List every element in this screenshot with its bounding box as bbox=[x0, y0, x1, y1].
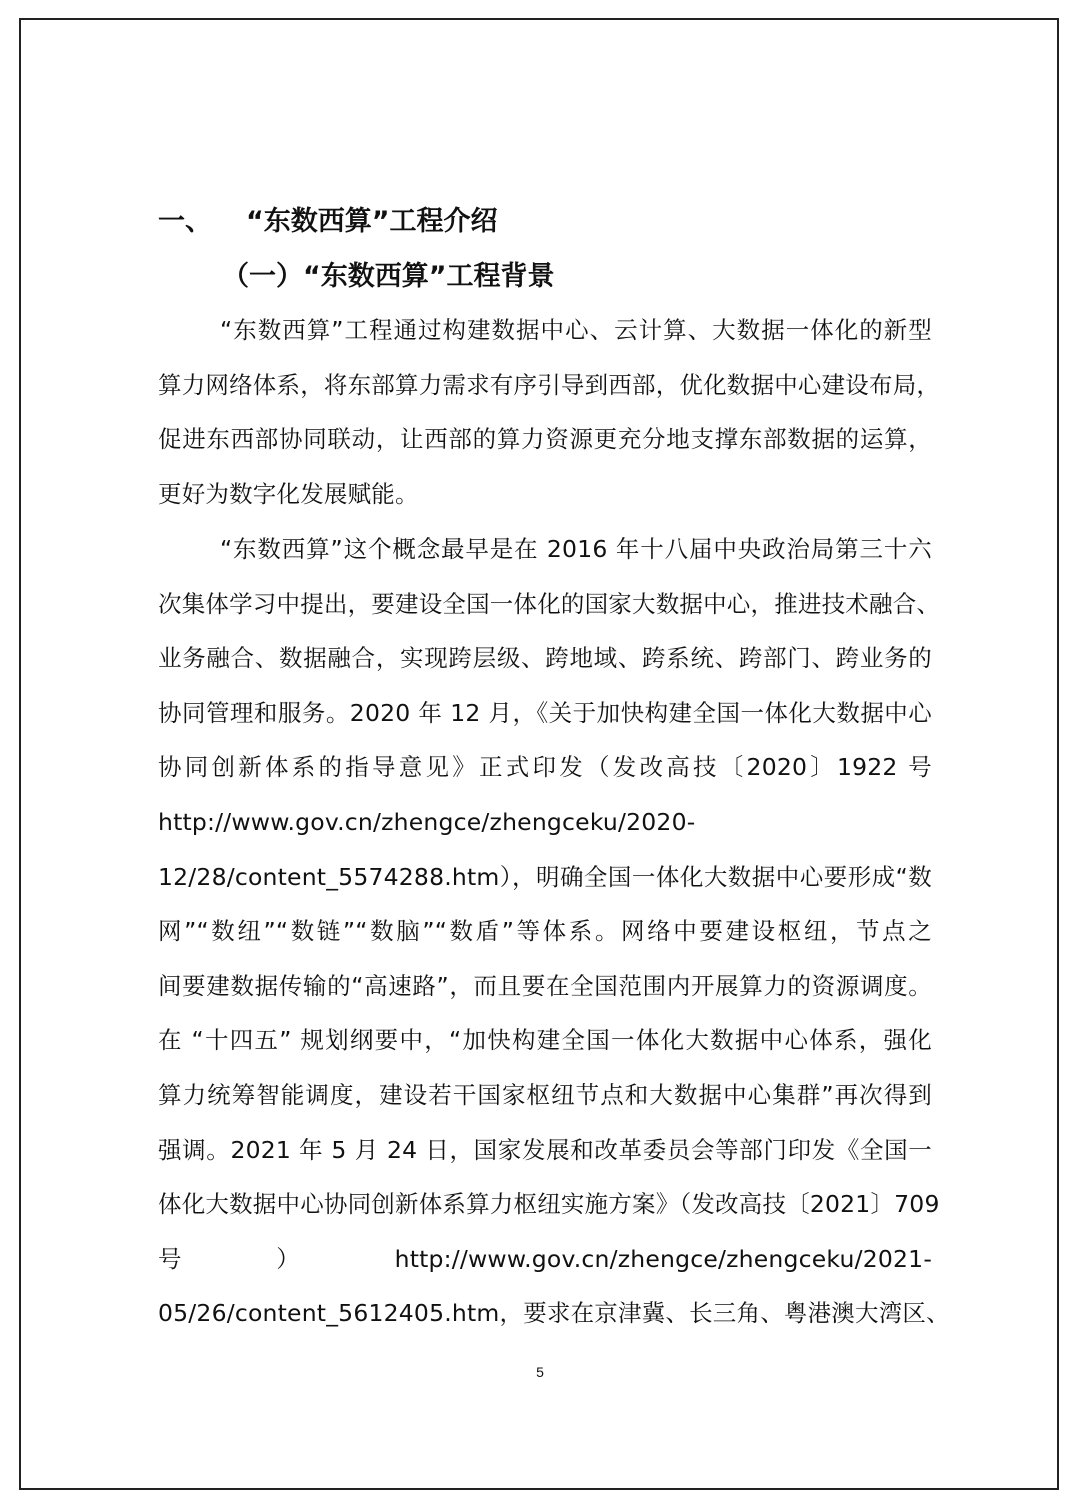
subsection-heading: （一）“东数西算”工程背景 bbox=[222, 261, 555, 292]
paragraph-line: 在 “十四五” 规划纲要中，“加快构建全国一体化大数据中心体系，强化 bbox=[158, 1026, 932, 1055]
paragraph-line: 次集体学习中提出，要建设全国一体化的国家大数据中心，推进技术融合、 bbox=[158, 589, 941, 618]
section-title: “东数西算”工程介绍 bbox=[246, 206, 498, 237]
paragraph-line: “东数西算”这个概念最早是在 2016 年十八届中央政治局第三十六 bbox=[220, 535, 932, 563]
paragraph-line: 协同管理和服务。2020 年 12 月，《关于加快构建全国一体化大数据中心 bbox=[158, 698, 932, 727]
paragraph-line: 业务融合、数据融合，实现跨层级、跨地域、跨系统、跨部门、跨业务的 bbox=[158, 644, 932, 673]
paragraph-line: 算力统筹智能调度，建设若干国家枢纽节点和大数据中心集群”再次得到 bbox=[158, 1080, 932, 1109]
paragraph-line: 强调。2021 年 5 月 24 日，国家发展和改革委员会等部门印发《全国一 bbox=[158, 1135, 932, 1164]
paragraph-line: 协同创新体系的指导意见》正式印发（发改高技〔2020〕1922 号 bbox=[158, 753, 932, 782]
paragraph-line: 促进东西部协同联动，让西部的算力资源更充分地支撑东部数据的运算， bbox=[158, 425, 932, 454]
paragraph-line: 间要建数据传输的“高速路”，而且要在全国范围内开展算力的资源调度。 bbox=[158, 971, 932, 1000]
paragraph-line: 算力网络体系，将东部算力需求有序引导到西部，优化数据中心建设布局， bbox=[158, 370, 941, 399]
paragraph-2 bbox=[158, 522, 950, 1341]
paragraph-line: 12/28/content_5574288.htm），明确全国一体化大数据中心要形成“数 bbox=[158, 862, 932, 891]
paragraph-line: 号 ） http://www.gov.cn/zhengce/zhengceku/2021- bbox=[158, 1244, 932, 1273]
paragraph-line: 更好为数字化发展赋能。 bbox=[158, 479, 419, 508]
section-heading bbox=[158, 196, 498, 248]
paragraph-line: 05/26/content_5612405.htm，要求在京津冀、长三角、粤港澳大湾区、 bbox=[158, 1299, 950, 1328]
paragraph-line: 网”“数纽”“数链”“数脑”“数盾”等体系。网络中要建设枢纽，节点之 bbox=[158, 917, 932, 946]
url-line: http://www.gov.cn/zhengce/zhengceku/2020- bbox=[158, 807, 696, 836]
paragraph-1 bbox=[158, 303, 941, 521]
section-number: 一、 bbox=[158, 206, 212, 237]
paragraph-line: “东数西算”工程通过构建数据中心、云计算、大数据一体化的新型 bbox=[220, 316, 932, 344]
page-number: 5 bbox=[536, 1364, 544, 1380]
paragraph-line: 体化大数据中心协同创新体系算力枢纽实施方案》（发改高技〔2021〕709 bbox=[158, 1190, 940, 1219]
